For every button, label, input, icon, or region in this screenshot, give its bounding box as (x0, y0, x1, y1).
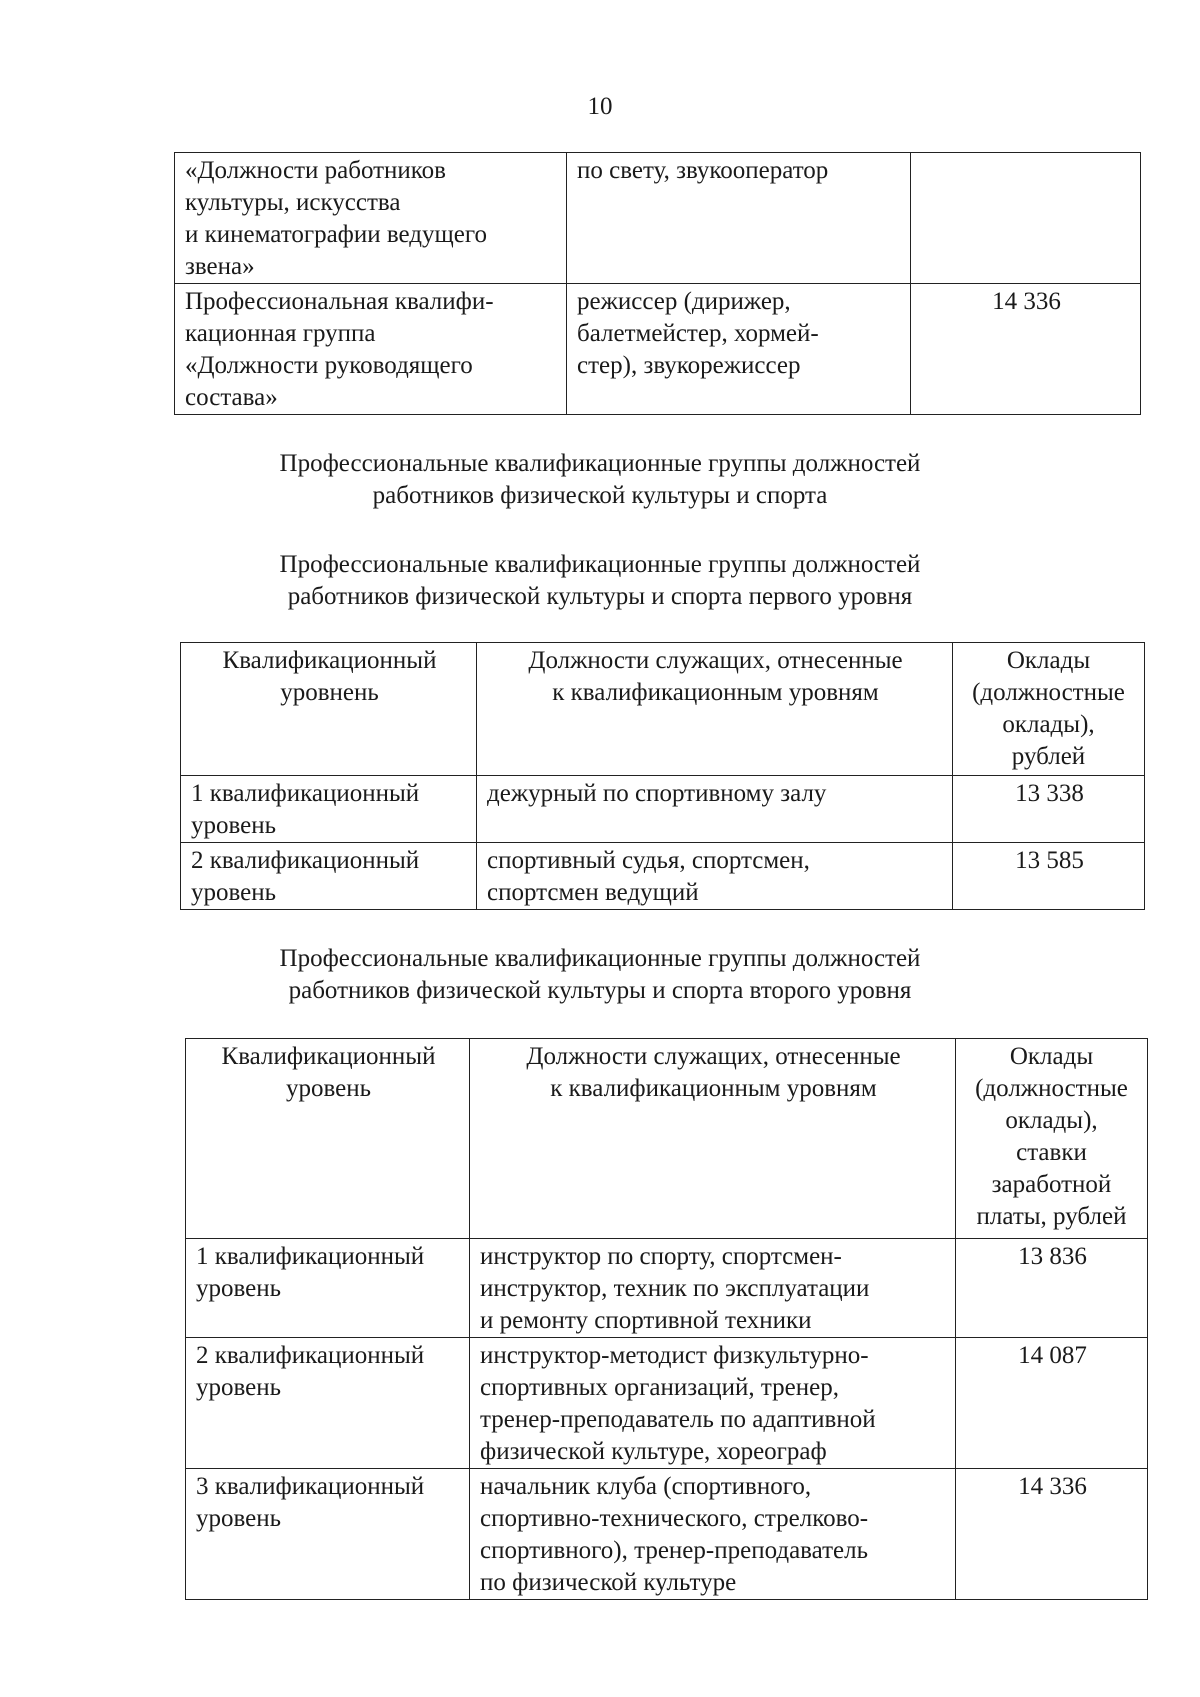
subsection-heading-line: Профессиональные квалификационные группы должностей (279, 551, 921, 578)
header-positions (470, 1039, 956, 1239)
cell-text: и ремонту спортивной техники (480, 1307, 812, 1334)
cell-text: по физической культуре (480, 1569, 737, 1596)
positions-cell (470, 1239, 956, 1338)
positions-cell (470, 1469, 956, 1600)
cell-text: платы, рублей (976, 1203, 1127, 1230)
subsection-heading-second-level (0, 943, 1200, 1007)
cell-text: уровень (285, 1075, 372, 1102)
cell-text: состава» (185, 384, 278, 411)
cell-text: Профессиональная квалифи- (185, 288, 494, 315)
table-row (181, 776, 1145, 843)
cell-text: кационная группа (185, 320, 376, 347)
table-culture-continuation (174, 152, 1141, 415)
header-salary (953, 643, 1145, 776)
cell-text: уровень (191, 812, 277, 839)
cell-text: Должности служащих, отнесенные (528, 647, 903, 674)
cell-text: рублей (1011, 743, 1086, 770)
cell-text: оклады), (1005, 1107, 1098, 1134)
level-cell (186, 1338, 470, 1469)
positions-cell (567, 284, 911, 415)
cell-text: к квалификационным уровням (552, 679, 879, 706)
cell-text: культуры, искусства (185, 189, 401, 216)
table-header-row (186, 1039, 1148, 1239)
cell-text: спортсмен ведущий (487, 879, 699, 906)
header-level (186, 1039, 470, 1239)
table-row (186, 1338, 1148, 1469)
cell-text: стер), звукорежиссер (577, 352, 801, 379)
table-first-level (180, 642, 1145, 910)
level-cell (186, 1239, 470, 1338)
header-level (181, 643, 477, 776)
subsection-heading-first-level (0, 549, 1200, 613)
cell-text: (должностные (972, 679, 1125, 706)
cell-text: уровень (196, 1275, 282, 1302)
cell-text: режиссер (дирижер, (577, 288, 791, 315)
page-number: 10 (587, 93, 613, 120)
header-salary (956, 1039, 1148, 1239)
cell-text: уровень (196, 1374, 282, 1401)
positions-cell (477, 843, 953, 910)
cell-text: заработной (991, 1171, 1112, 1198)
cell-text: «Должности руководящего (185, 352, 473, 379)
salary-cell: 13 836 (956, 1239, 1148, 1338)
table-row (175, 284, 1141, 415)
cell-text: дежурный по спортивному залу (487, 780, 827, 807)
table-header-row (181, 643, 1145, 776)
section-heading-line: работников физической культуры и спорта (372, 482, 828, 509)
cell-text: 2 квалификационный (196, 1342, 425, 1369)
table-row (186, 1469, 1148, 1600)
cell-text: Должности служащих, отнесенные (526, 1043, 901, 1070)
cell-text: (должностные (975, 1075, 1128, 1102)
cell-text: 2 квалификационный (191, 847, 420, 874)
cell-text: уровень (196, 1505, 282, 1532)
cell-text: ставки (1016, 1139, 1087, 1166)
salary-cell: 14 336 (911, 284, 1141, 415)
cell-text: и кинематографии ведущего (185, 221, 488, 248)
subsection-heading-line: работников физической культуры и спорта первого уровня (287, 583, 913, 610)
salary-cell: 13 338 (953, 776, 1145, 843)
cell-text: оклады), (1002, 711, 1095, 738)
cell-text: Оклады (1009, 1043, 1094, 1070)
section-heading (0, 448, 1200, 512)
level-cell (181, 843, 477, 910)
cell-text: спортивный судья, спортсмен, (487, 847, 810, 874)
cell-text: Оклады (1006, 647, 1091, 674)
cell-text: начальник клуба (спортивного, (480, 1473, 812, 1500)
salary-cell: 14 087 (956, 1338, 1148, 1469)
cell-text: Квалификационный (222, 647, 437, 674)
cell-text: спортивно-технического, стрелково- (480, 1505, 869, 1532)
salary-cell (911, 153, 1141, 284)
cell-text: по свету, звукооператор (577, 157, 829, 184)
cell-text: звена» (185, 253, 255, 280)
cell-text: «Должности работников (185, 157, 446, 184)
table-row (186, 1239, 1148, 1338)
positions-cell (477, 776, 953, 843)
positions-cell (567, 153, 911, 284)
cell-text: Квалификационный (221, 1043, 436, 1070)
subsection-heading-line: Профессиональные квалификационные группы должностей (279, 945, 921, 972)
group-cell (175, 153, 567, 284)
cell-text: 1 квалификационный (196, 1243, 425, 1270)
cell-text: физической культуре, хореограф (480, 1438, 827, 1465)
cell-text: инструктор по спорту, спортсмен- (480, 1243, 842, 1270)
salary-cell: 14 336 (956, 1469, 1148, 1600)
cell-text: спортивных организаций, тренер, (480, 1374, 839, 1401)
cell-text: 1 квалификационный (191, 780, 420, 807)
cell-text: тренер-преподаватель по адаптивной (480, 1406, 876, 1433)
table-second-level (185, 1038, 1148, 1600)
positions-cell (470, 1338, 956, 1469)
cell-text: уровень (191, 879, 277, 906)
section-heading-line: Профессиональные квалификационные группы должностей (279, 450, 921, 477)
group-cell (175, 284, 567, 415)
level-cell (186, 1469, 470, 1600)
table-row (175, 153, 1141, 284)
cell-text: 3 квалификационный (196, 1473, 425, 1500)
table-row (181, 843, 1145, 910)
cell-text: балетмейстер, хормей- (577, 320, 819, 347)
level-cell (181, 776, 477, 843)
cell-text: к квалификационным уровням (550, 1075, 877, 1102)
cell-text: спортивного), тренер-преподаватель (480, 1537, 868, 1564)
salary-cell: 13 585 (953, 843, 1145, 910)
cell-text: инструктор-методист физкультурно- (480, 1342, 869, 1369)
cell-text: инструктор, техник по эксплуатации (480, 1275, 870, 1302)
subsection-heading-line: работников физической культуры и спорта второго уровня (288, 977, 912, 1004)
cell-text: уровнень (280, 679, 379, 706)
header-positions (477, 643, 953, 776)
